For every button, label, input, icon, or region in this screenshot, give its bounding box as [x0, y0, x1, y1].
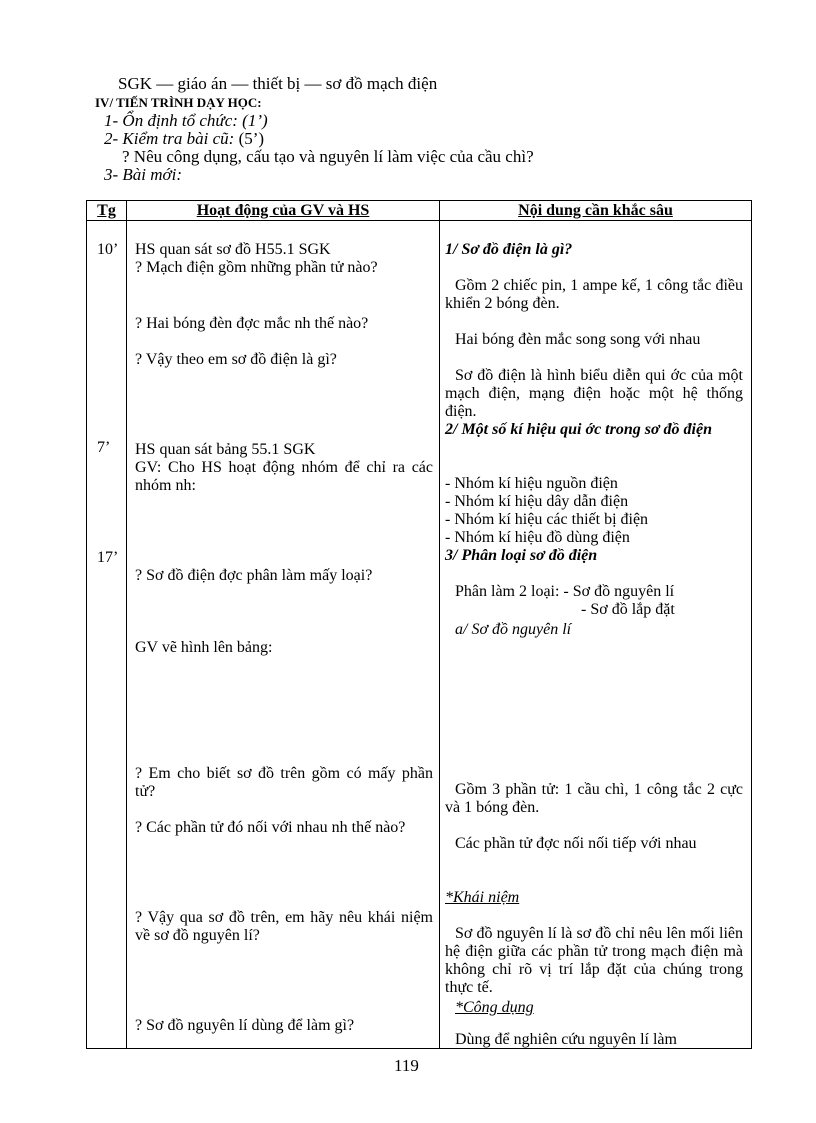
header-activity: Hoạt động của GV và HS [196, 202, 370, 219]
column-divider [439, 201, 440, 1048]
activity-item: GV vẽ hình lên bảng: [135, 639, 273, 656]
content-list-item: - Nhóm kí hiệu nguồn điện [445, 475, 618, 492]
activity-item: ? Các phần tử đó nối với nhau nh thế nào? [135, 819, 406, 836]
header-content: Nội dung cần khắc sâu [518, 202, 673, 219]
concept-label: *Khái niệm [445, 889, 520, 906]
activity-item: ? Vậy qua sơ đồ trên, em hãy nêu khái niệm về sơ đồ nguyên lí? [135, 909, 433, 944]
section-heading: IV/ TIẾN TRÌNH DẠY HỌC: [95, 95, 262, 110]
content-paragraph: Hai bóng đèn mắc song song với nhau [455, 331, 701, 348]
header-divider [87, 220, 751, 221]
classification-line-1: Phân làm 2 loại: - Sơ đồ nguyên lí [455, 583, 675, 600]
content-paragraph: Dùng để nghiên cứu nguyên lí làm [455, 1031, 677, 1048]
content-list-item: - Nhóm kí hiệu các thiết bị điện [445, 511, 649, 528]
time-7: 7’ [97, 439, 111, 456]
materials-line: SGK — giáo án — thiết bị — sơ đồ mạch điện [118, 74, 438, 93]
step-3-label: 3- Bài mới: [104, 165, 183, 184]
page-number: 119 [394, 1056, 419, 1075]
activity-item: ? Em cho biết sơ đồ trên gồm có mấy phần tử? [135, 765, 433, 800]
content-heading-3: 3/ Phân loại sơ đồ điện [445, 547, 598, 564]
use-label: *Công dụng [455, 999, 534, 1016]
content-paragraph: Các phần tử đợc nối nối tiếp với nhau [455, 835, 697, 852]
activity-item: HS quan sát bảng 55.1 SGK [135, 441, 316, 458]
content-list-item: - Nhóm kí hiệu dây dẫn điện [445, 493, 629, 510]
header-time: Tg [97, 202, 116, 219]
content-paragraph: Gồm 2 chiếc pin, 1 ampe kế, 1 công tắc điều khiển 2 bóng đèn. [445, 277, 743, 312]
content-heading-1: 1/ Sơ đồ điện là gì? [445, 241, 573, 258]
review-question: ? Nêu công dụng, cấu tạo và nguyên lí làm việc của cầu chì? [122, 147, 534, 166]
activity-item: HS quan sát sơ đồ H55.1 SGK [135, 241, 331, 258]
step-1-label: 1- Ổn định tổ chức: (1’) [104, 111, 268, 130]
lesson-table [86, 200, 752, 1049]
activity-item: ? Sơ đồ điện đợc phân làm mấy loại? [135, 567, 373, 584]
content-paragraph: Sơ đồ điện là hình biểu diễn qui ớc của một mạch điện, mạng điện hoặc một hệ thống điện. [445, 367, 743, 420]
content-paragraph: Sơ đồ nguyên lí là sơ đồ chỉ nêu lên mối liên hệ điện giữa các phần tử trong mạch điện mà không chỉ rõ vị trí lắp đặt của chúng trong thực tế. [445, 925, 743, 996]
activity-item: ? Hai bóng đèn đợc mắc nh thế nào? [135, 315, 369, 332]
time-17: 17’ [97, 549, 119, 566]
step-2-line [104, 129, 264, 149]
content-list-item: - Nhóm kí hiệu đồ dùng điện [445, 529, 630, 546]
activity-item: ? Mạch điện gồm những phần tử nào? [135, 259, 378, 276]
activity-item: ? Sơ đồ nguyên lí dùng để làm gì? [135, 1017, 355, 1034]
classification-line-2: - Sơ đồ lắp đặt [581, 601, 675, 618]
activity-item: GV: Cho HS hoạt động nhóm để chỉ ra các nhóm nh: [135, 459, 433, 494]
subsection-a: a/ Sơ đồ nguyên lí [455, 621, 572, 638]
content-heading-2: 2/ Một số kí hiệu qui ớc trong sơ đồ điện [445, 421, 712, 438]
activity-item: ? Vậy theo em sơ đồ điện là gì? [135, 351, 337, 368]
step-2-time: (5’) [234, 129, 265, 148]
time-10: 10’ [97, 241, 119, 258]
step-2-label: 2- Kiểm tra bài cũ: [104, 129, 235, 148]
content-paragraph: Gồm 3 phần tử: 1 cầu chì, 1 công tắc 2 cực và 1 bóng đèn. [445, 781, 743, 816]
column-divider [126, 201, 127, 1048]
